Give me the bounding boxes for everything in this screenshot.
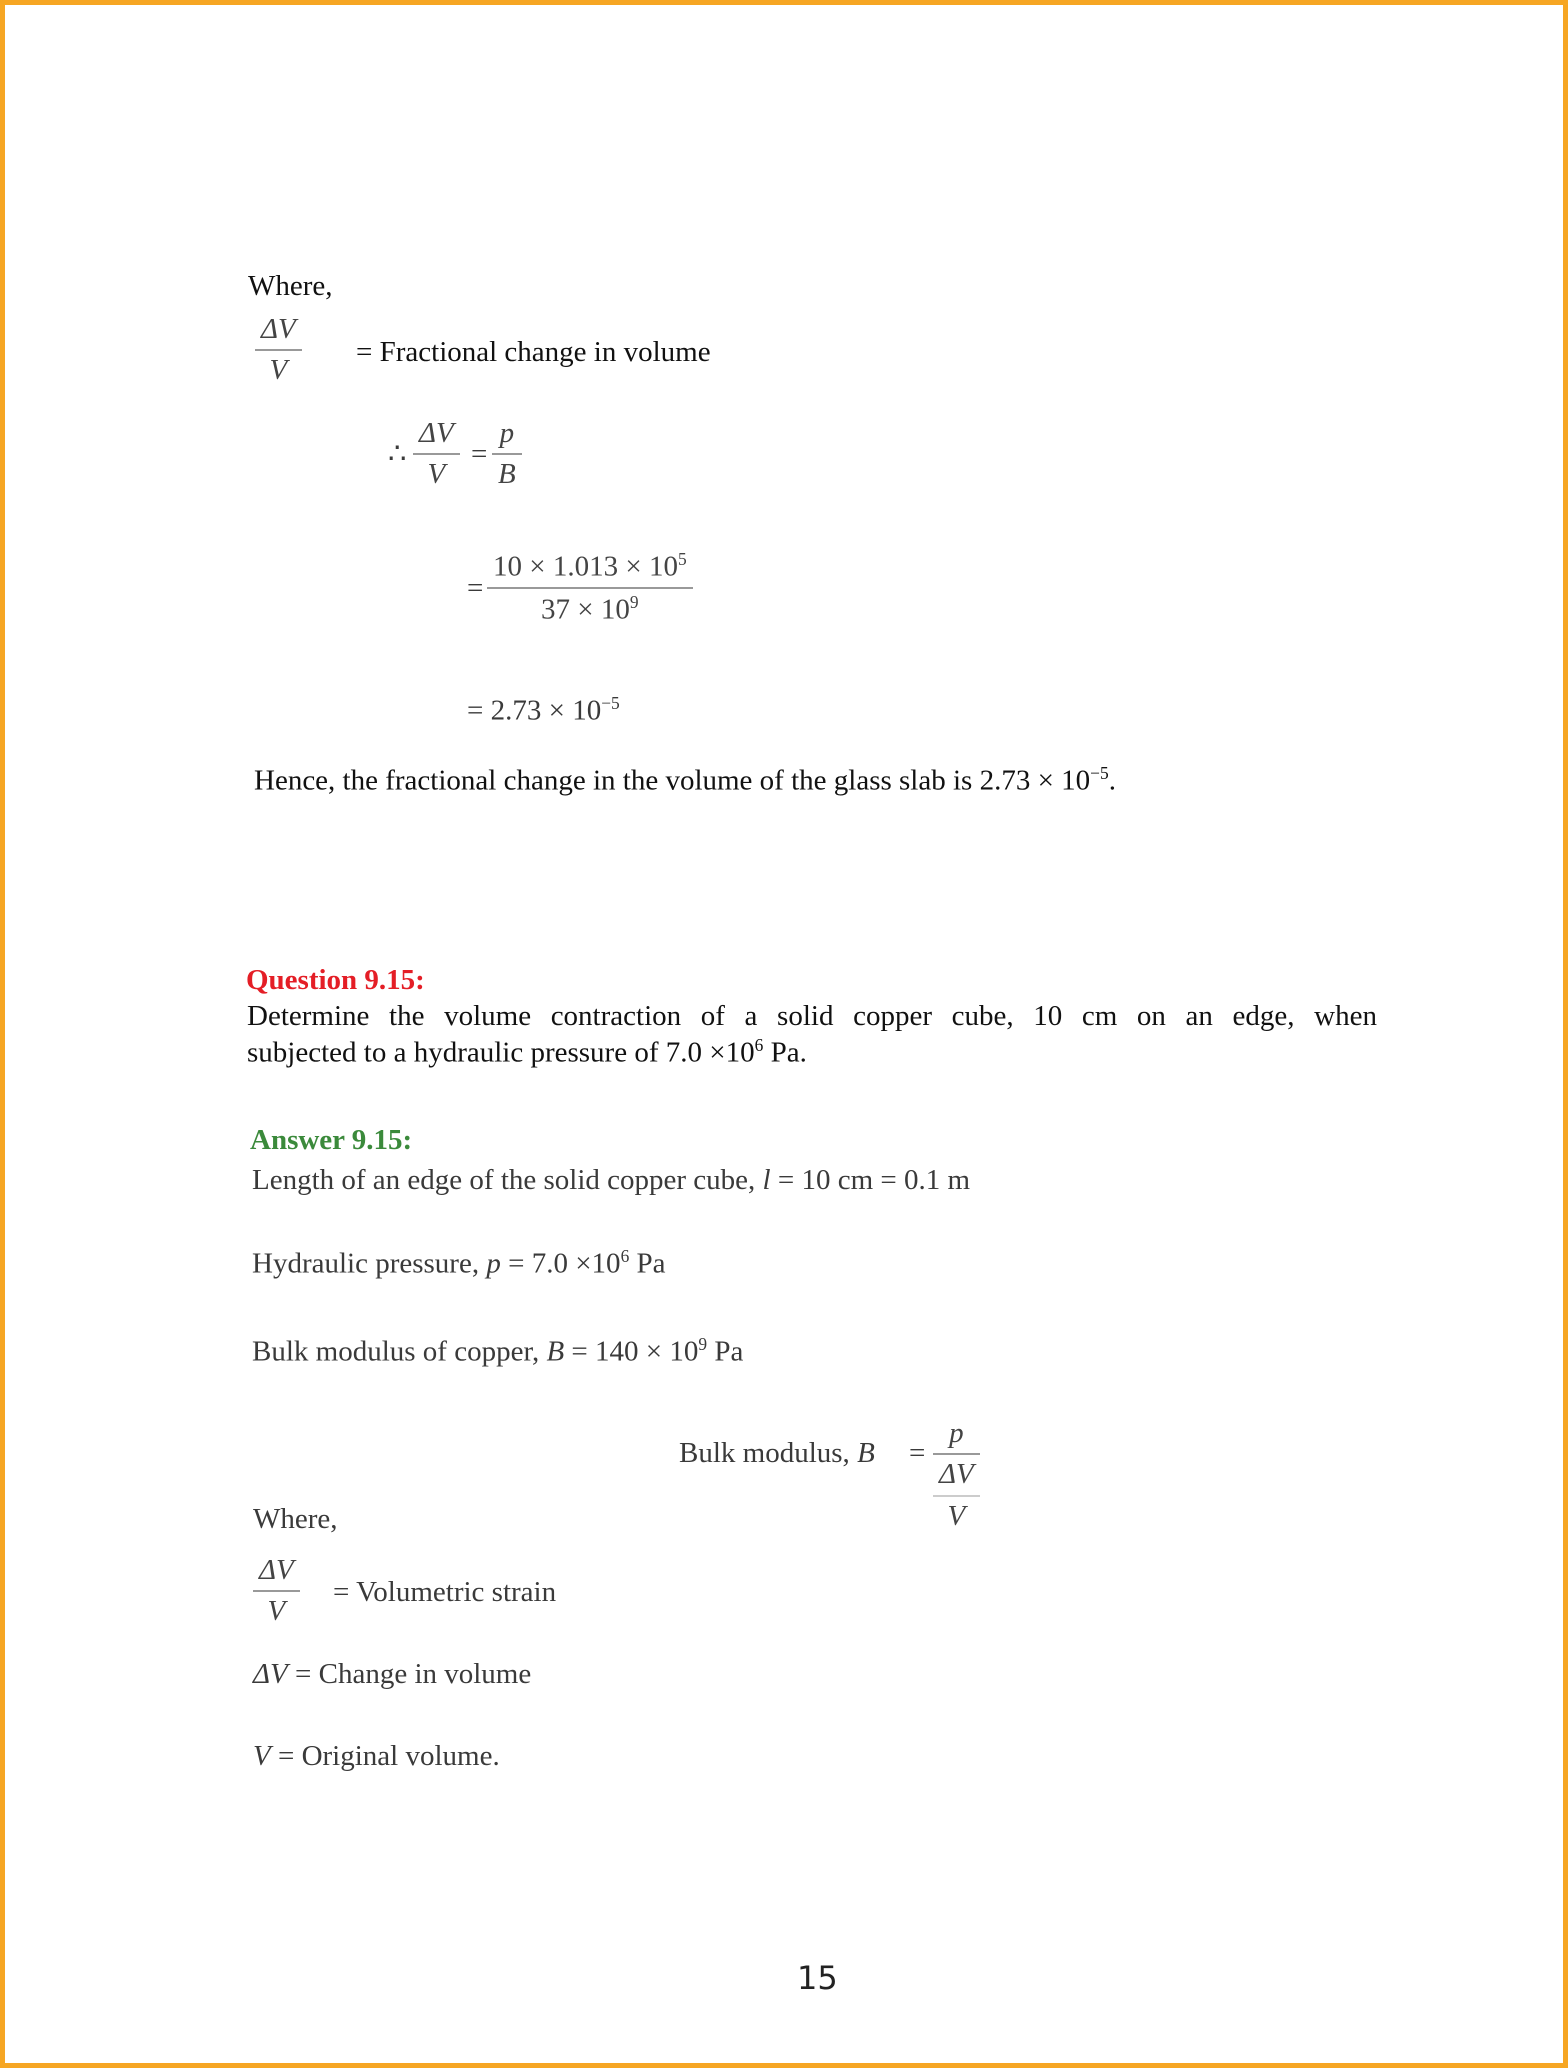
eq2-num-exp: 5	[677, 549, 687, 569]
bulk-var: B	[546, 1335, 565, 1368]
formula-den-num: ΔV	[939, 1458, 974, 1491]
eq3-exp: −5	[601, 693, 620, 713]
bulk-modulus-copper	[252, 1334, 743, 1369]
eq1-lhs-den: V	[427, 458, 446, 491]
fraction-denominator: V	[269, 354, 288, 387]
strain-definition: = Volumetric strain	[333, 1576, 557, 1608]
formula-den-den: V	[947, 1499, 966, 1532]
therefore-symbol: ∴	[388, 438, 407, 470]
answer-title: Answer 9.15:	[250, 1124, 413, 1156]
eq2-fraction	[487, 549, 693, 627]
bulk-text: Bulk modulus of copper,	[252, 1335, 547, 1368]
eq1-equals: =	[471, 438, 488, 470]
pressure-text: Hydraulic pressure,	[252, 1247, 487, 1280]
conclusion-main: Hence, the fractional change in the volume of the glass slab is 2.73 × 10	[254, 764, 1091, 797]
eq1-lhs	[413, 417, 460, 492]
edge-length	[252, 1163, 970, 1198]
eq2-numerator	[487, 549, 693, 584]
edge-var: l	[762, 1164, 771, 1196]
fraction-bar	[413, 453, 460, 455]
eq2-den-text: 37 × 10	[541, 593, 630, 626]
fraction-dv-over-v	[255, 313, 302, 388]
answer-where-label: Where,	[253, 1503, 338, 1535]
bulk-exp: 9	[698, 1334, 708, 1354]
eq2-num-text: 10 × 1.013 × 10	[493, 550, 678, 583]
conclusion-text	[254, 763, 1116, 798]
strain-num: ΔV	[259, 1554, 294, 1586]
eq1-rhs-den: B	[498, 458, 516, 491]
bulk-value: = 140 × 10	[564, 1335, 699, 1368]
strain-den: V	[267, 1595, 286, 1628]
fraction-numerator: ΔV	[261, 313, 296, 345]
fraction-bar	[492, 453, 522, 455]
pressure-var: p	[486, 1247, 501, 1280]
formula-num: p	[949, 1417, 964, 1449]
eq2-equals: =	[467, 572, 484, 604]
question-line-2-exp: 6	[754, 1035, 764, 1055]
dv-var: ΔV	[253, 1658, 288, 1690]
fraction-bar	[933, 1495, 980, 1497]
pressure-unit: Pa	[629, 1247, 666, 1280]
pressure-value: = 7.0 ×10	[500, 1247, 621, 1280]
strain-fraction	[253, 1554, 300, 1629]
question-line-2	[247, 1035, 807, 1070]
bulk-formula-fraction	[933, 1417, 980, 1533]
fraction-bar	[933, 1453, 980, 1455]
eq1-lhs-num: ΔV	[419, 417, 454, 449]
conclusion-end: .	[1108, 764, 1116, 797]
fraction-bar	[253, 1590, 300, 1592]
where-label: Where,	[248, 270, 333, 302]
eq1-rhs	[492, 417, 522, 492]
formula-var: B	[857, 1437, 875, 1469]
v-var: V	[253, 1740, 271, 1772]
pressure-exp: 6	[620, 1246, 630, 1266]
v-def: = Original volume.	[270, 1740, 500, 1772]
dv-def: = Change in volume	[287, 1658, 532, 1690]
question-line-1: Determine the volume contraction of a solid copper cube, 10 cm on an edge, when	[247, 1000, 1377, 1032]
question-line-2-end: Pa.	[763, 1036, 807, 1069]
eq2-den-exp: 9	[629, 592, 639, 612]
fraction-bar	[255, 349, 302, 351]
fraction-definition: = Fractional change in volume	[356, 336, 711, 368]
fraction-bar	[487, 587, 693, 589]
edge-text: Length of an edge of the solid copper cube,	[252, 1164, 763, 1196]
hydraulic-pressure	[252, 1246, 666, 1281]
bulk-unit: Pa	[707, 1335, 744, 1368]
question-title: Question 9.15:	[246, 964, 425, 996]
eq3-text: = 2.73 × 10	[467, 694, 602, 727]
delta-v-definition	[253, 1657, 531, 1692]
question-line-2-text: subjected to a hydraulic pressure of 7.0 ×10	[247, 1036, 755, 1069]
conclusion-exp: −5	[1090, 763, 1109, 783]
page-number: 15	[797, 1959, 838, 1997]
bulk-formula-equals: =	[909, 1437, 926, 1469]
formula-label-text: Bulk modulus,	[679, 1437, 858, 1469]
edge-value: = 10 cm = 0.1 m	[770, 1164, 971, 1196]
v-definition	[253, 1739, 500, 1774]
eq3-result	[467, 693, 620, 728]
eq2-denominator	[535, 592, 645, 627]
eq1-rhs-num: p	[499, 417, 515, 449]
bulk-formula-label	[679, 1436, 875, 1471]
